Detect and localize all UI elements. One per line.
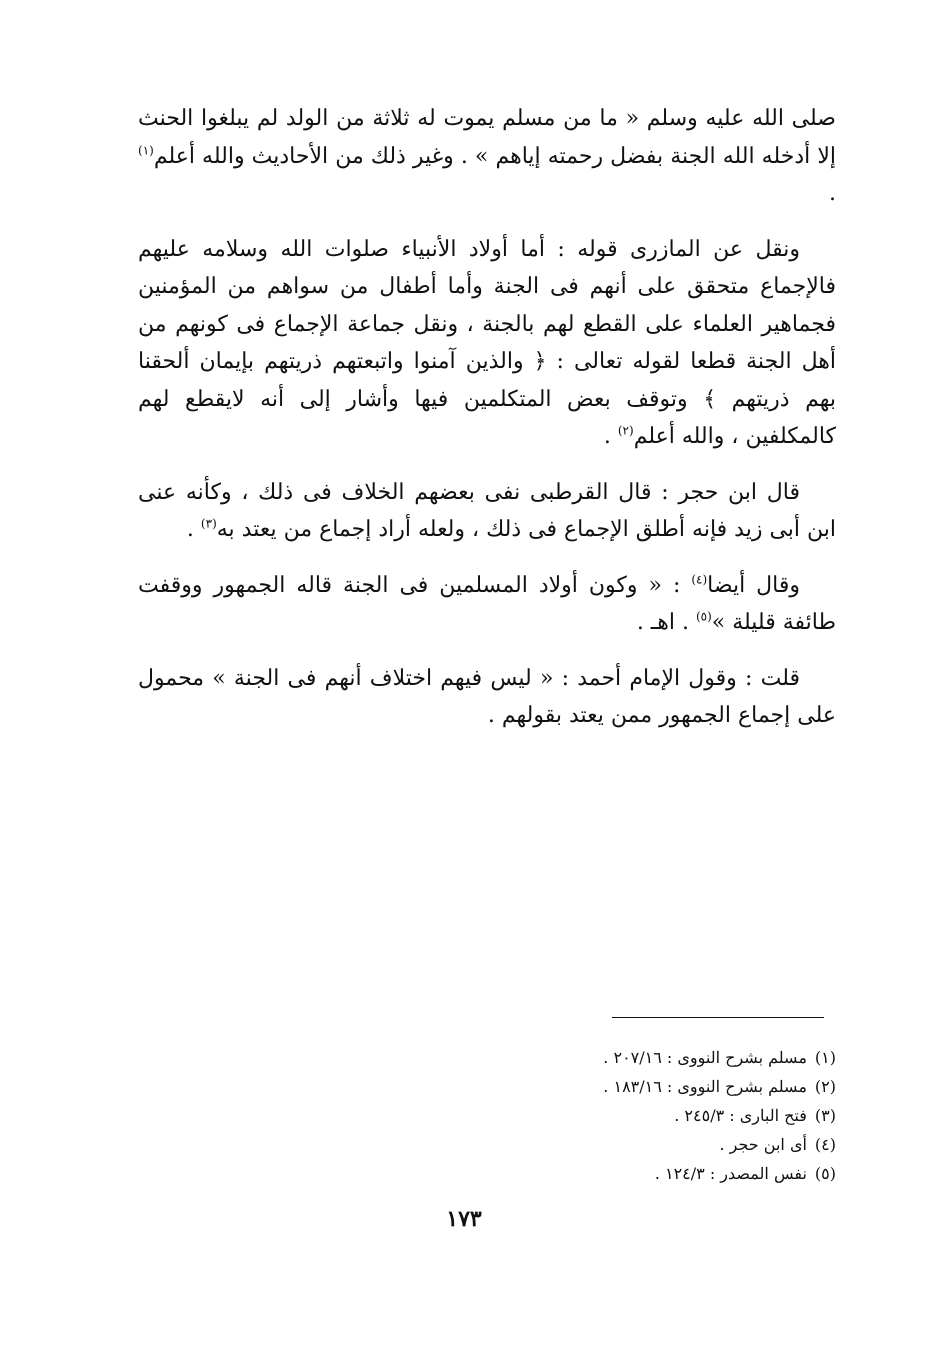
footnote-text: مسلم بشرح النووى : ٢٠٧/١٦ . [603, 1048, 807, 1067]
paragraph-1 [138, 100, 836, 213]
paragraph-4-tail: : « وكون أولاد المسلمين فى الجنة قاله الجمهور ووقفت طائفة قليلة » [138, 572, 836, 635]
paragraph-3-tail: . [186, 517, 201, 542]
footnote-separator [612, 1017, 824, 1018]
footnote-ref-3: (٣) [200, 516, 217, 531]
footnote-3 [400, 1101, 836, 1130]
footnote-number: (٣) [814, 1106, 836, 1125]
paragraph-2 [138, 231, 836, 456]
footnote-number: (١) [814, 1048, 836, 1067]
paragraph-4-text: وقال أيضا [707, 572, 800, 598]
paragraph-1-text: صلى الله عليه وسلم « ما من مسلم يموت له ثلاثة من الولد لم يبلغوا الحنث إلا أدخله الله الجنة بفضل رحمته إياهم » . وغير ذلك من الأحاديث والله أعلم [138, 106, 837, 169]
page-number: ١٧٣ [446, 1206, 482, 1232]
paragraph-2-tail: . [603, 424, 618, 449]
paragraph-4 [138, 567, 836, 642]
footnote-number: (٤) [814, 1135, 836, 1154]
footnote-text: مسلم بشرح النووى : ١٨٣/١٦ . [603, 1077, 807, 1096]
paragraph-3 [138, 474, 836, 549]
paragraph-2-text: ونقل عن المازرى قوله : أما أولاد الأنبياء صلوات الله وسلامه عليهم فالإجماع متحقق على أنهم فى الجنة وأما أطفال من سواهم من المؤمنين فجماهير العلماء على القطع لهم بالجنة ، ونقل جماعة الإجماع فى كونهم من أهل الجنة قطعا لقوله تعالى : ﴿ والذين آمنوا واتبعتهم ذريتهم بإيمان ألحقنا بهم ذريتهم ﴾ وتوقف بعض المتكلمين فيها وأشار إلى أنه لايقطع لهم كالمكلفين ، والله أعلم [138, 236, 836, 449]
footnotes [400, 1043, 836, 1188]
body-text [138, 100, 836, 753]
paragraph-5-text: قلت : وقول الإمام أحمد : « ليس فيهم اختلاف أنهم فى الجنة » محمول على إجماع الجمهور ممن يعتد بقولهم . [138, 665, 836, 728]
footnote-2 [400, 1072, 836, 1101]
footnote-ref-2: (٢) [617, 423, 634, 438]
footnote-ref-1: (١) [138, 143, 154, 158]
footnote-ref-5: (٥) [695, 609, 712, 624]
footnote-number: (٥) [814, 1164, 836, 1183]
footnote-1 [400, 1043, 836, 1072]
footnote-text: فتح البارى : ٢٤٥/٣ . [674, 1106, 807, 1125]
paragraph-1-tail: . [829, 181, 836, 206]
paragraph-3-text: قال ابن حجر : قال القرطبى نفى بعضهم الخلاف فى ذلك ، وكأنه عنى ابن أبى زيد فإنه أطلق الإجماع فى ذلك ، ولعله أراد إجماع من يعتد به [138, 479, 836, 542]
footnote-ref-4: (٤) [691, 572, 708, 587]
footnote-5 [400, 1159, 836, 1188]
paragraph-4-tail-2: . اهـ . [636, 610, 696, 635]
paragraph-5 [138, 660, 836, 735]
footnote-4 [400, 1130, 836, 1159]
footnote-text: أى ابن حجر . [719, 1135, 807, 1154]
footnote-text: نفس المصدر : ١٢٤/٣ . [654, 1164, 807, 1183]
footnote-number: (٢) [814, 1077, 836, 1096]
